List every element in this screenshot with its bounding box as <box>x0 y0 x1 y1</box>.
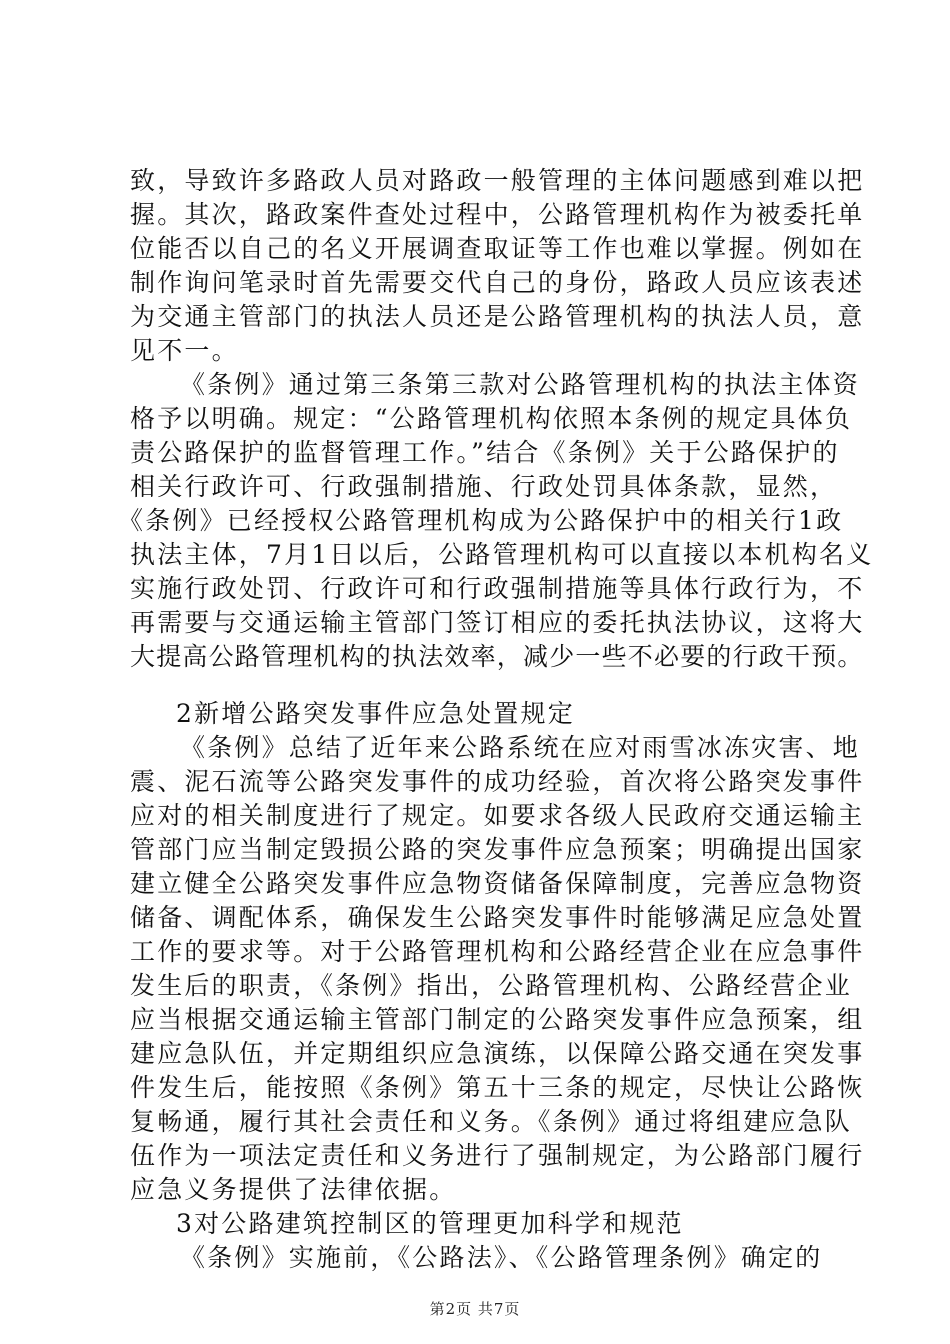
paragraph-line: 《条例》实施前，《公路法》、《公路管理条例》确定的 <box>180 1243 823 1272</box>
paragraph-line: 见不一。 <box>130 336 239 365</box>
paragraph-line: 应急义务提供了法律依据。 <box>130 1175 457 1204</box>
paragraph-line: 大提高公路管理机构的执法效率，减少一些不必要的行政干预。 <box>130 642 864 671</box>
paragraph-line: 《条例》已经授权公路管理机构成为公路保护中的相关行1政 <box>118 506 844 535</box>
paragraph-line: 握。其次，路政案件查处过程中，公路管理机构作为被委托单 <box>130 200 865 229</box>
paragraph-line: 应当根据交通运输主管部门制定的公路突发事件应急预案，组 <box>130 1005 865 1034</box>
paragraph-line: 位能否以自己的名义开展调查取证等工作也难以掌握。例如在 <box>130 234 865 263</box>
paragraph-line: 为交通主管部门的执法人员还是公路管理机构的执法人员，意 <box>130 302 865 331</box>
paragraph-line: 再需要与交通运输主管部门签订相应的委托执法协议，这将大 <box>130 608 865 637</box>
paragraph-line: 建应急队伍，并定期组织应急演练，以保障公路交通在突发事 <box>130 1039 865 1068</box>
paragraph-line: 建立健全公路突发事件应急物资储备保障制度，完善应急物资 <box>130 869 865 898</box>
paragraph-line: 责公路保护的监督管理工作。”结合《条例》关于公路保护的 <box>130 438 840 467</box>
paragraph-line: 伍作为一项法定责任和义务进行了强制规定，为公路部门履行 <box>130 1141 865 1170</box>
paragraph-line: 《条例》总结了近年来公路系统在应对雨雪冰冻灾害、地 <box>180 733 861 762</box>
paragraph-line: 《条例》通过第三条第三款对公路管理机构的执法主体资 <box>180 370 861 399</box>
paragraph-line: 执法主体，7月1日以后，公路管理机构可以直接以本机构名义 <box>130 540 874 569</box>
paragraph-line: 应对的相关制度进行了规定。如要求各级人民政府交通运输主 <box>130 801 865 830</box>
section-heading: 2新增公路突发事件应急处置规定 <box>176 699 575 728</box>
section-heading: 3对公路建筑控制区的管理更加科学和规范 <box>176 1209 684 1238</box>
paragraph-line: 制作询问笔录时首先需要交代自己的身份，路政人员应该表述 <box>130 268 865 297</box>
paragraph-line: 储备、调配体系，确保发生公路突发事件时能够满足应急处置 <box>130 903 865 932</box>
paragraph-line: 震、泥石流等公路突发事件的成功经验，首次将公路突发事件 <box>130 767 865 796</box>
paragraph-line: 实施行政处罚、行政许可和行政强制措施等具体行政行为，不 <box>130 574 865 603</box>
page-number-footer: 第2页 共7页 <box>429 1300 521 1318</box>
paragraph-line: 格予以明确。规定：“公路管理机构依照本条例的规定具体负 <box>130 404 853 433</box>
paragraph-line: 件发生后，能按照《条例》第五十三条的规定，尽快让公路恢 <box>130 1073 865 1102</box>
paragraph-line: 复畅通，履行其社会责任和义务。《条例》通过将组建应急队 <box>130 1107 852 1136</box>
paragraph-line: 管部门应当制定毁损公路的突发事件应急预案；明确提出国家 <box>130 835 865 864</box>
paragraph-line: 工作的要求等。对于公路管理机构和公路经营企业在应急事件 <box>130 937 865 966</box>
paragraph-line: 致，导致许多路政人员对路政一般管理的主体问题感到难以把 <box>130 166 865 195</box>
paragraph-line: 相关行政许可、行政强制措施、行政处罚具体条款，显然， <box>130 472 838 501</box>
paragraph-line: 发生后的职责，《条例》指出，公路管理机构、公路经营企业 <box>130 971 852 1000</box>
